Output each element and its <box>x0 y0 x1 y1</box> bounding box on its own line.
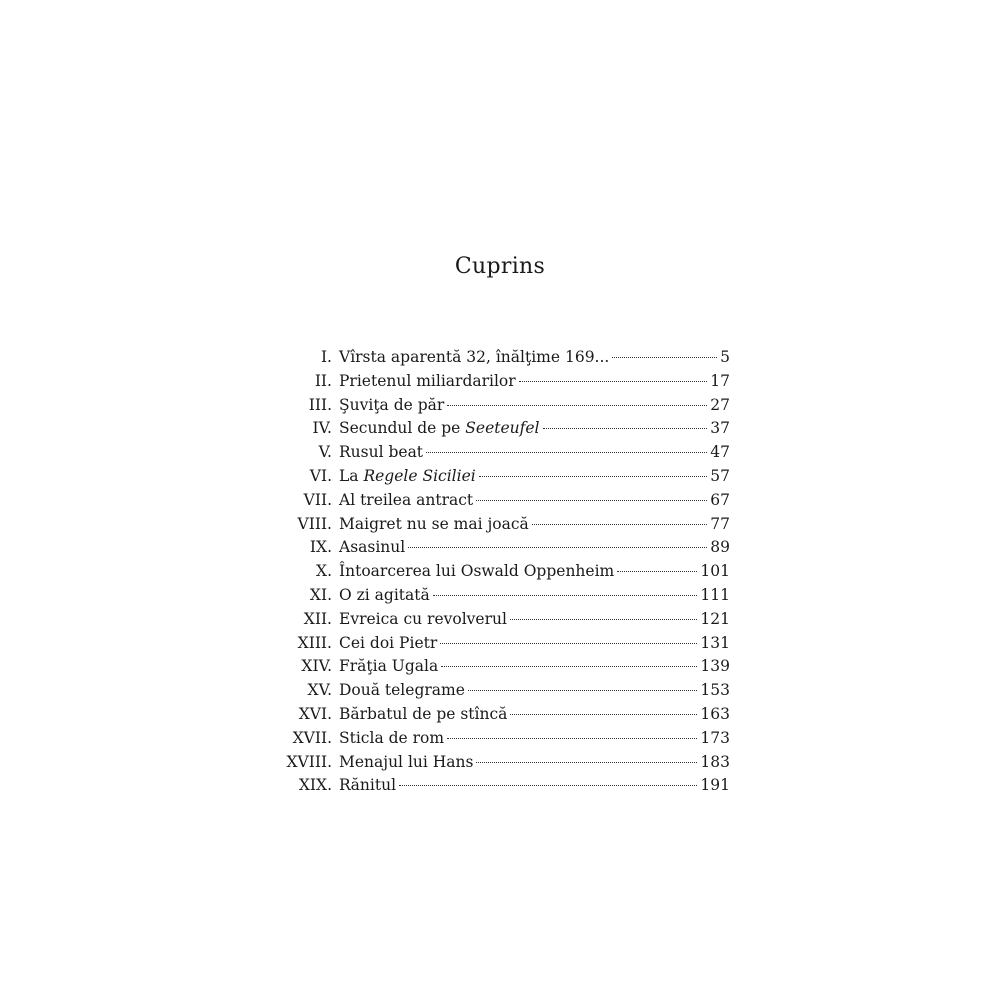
chapter-title: Maigret nu se mai joacă <box>339 514 529 533</box>
toc-entry <box>270 370 730 394</box>
dot-leader <box>399 785 697 786</box>
toc-entry <box>270 513 730 537</box>
chapter-number: XII. <box>303 609 332 628</box>
toc-entry <box>270 703 730 727</box>
page-number: 37 <box>710 419 730 438</box>
dot-leader <box>433 595 698 596</box>
dot-leader <box>408 547 707 548</box>
chapter-number: V. <box>318 443 332 462</box>
chapter-title: O zi agitată <box>339 585 430 604</box>
chapter-title <box>339 465 476 489</box>
dot-leader <box>476 500 707 501</box>
chapter-title: Bărbatul de pe stîncă <box>339 704 508 723</box>
toc-entry <box>270 751 730 775</box>
dot-leader <box>617 571 697 572</box>
toc-entry <box>270 679 730 703</box>
page-number: 131 <box>700 633 730 652</box>
chapter-title-italic: Regele Siciliei <box>363 466 476 485</box>
page-number: 191 <box>700 776 730 795</box>
page-number: 47 <box>710 443 730 462</box>
table-of-contents <box>270 346 730 798</box>
dot-leader <box>440 643 697 644</box>
chapter-title: Evreica cu revolverul <box>339 609 507 628</box>
toc-entry <box>270 774 730 798</box>
chapter-title: Vîrsta aparentă 32, înălţime 169... <box>339 348 610 366</box>
chapter-title: Asasinul <box>339 538 406 557</box>
page-number: 173 <box>700 728 730 747</box>
dot-leader <box>532 524 707 525</box>
page-number: 153 <box>700 681 730 700</box>
page-number: 27 <box>710 395 730 414</box>
chapter-number: XIV. <box>301 657 332 676</box>
dot-leader <box>468 690 698 691</box>
page-number: 89 <box>710 538 730 557</box>
chapter-number: XV. <box>307 681 332 700</box>
chapter-title: Menajul lui Hans <box>339 752 474 771</box>
toc-entry <box>270 441 730 465</box>
page-number: 183 <box>700 752 730 771</box>
chapter-title: Întoarcerea lui Oswald Oppenheim <box>339 562 615 581</box>
chapter-number: XVI. <box>298 704 332 723</box>
toc-entry <box>270 655 730 679</box>
dot-leader <box>479 476 708 477</box>
chapter-title <box>339 417 540 441</box>
page-number: 163 <box>700 704 730 723</box>
chapter-number: III. <box>308 395 332 414</box>
chapter-number: VIII. <box>297 514 332 533</box>
chapter-number: XIX. <box>298 776 332 795</box>
toc-entry <box>270 417 730 441</box>
chapter-title: Sticla de rom <box>339 728 445 747</box>
chapter-number: X. <box>316 562 332 581</box>
page-number: 111 <box>700 585 730 604</box>
page-number: 57 <box>710 466 730 485</box>
chapter-number: XIII. <box>297 633 332 652</box>
chapter-title: Al treilea antract <box>339 490 474 509</box>
page-number: 17 <box>710 371 730 390</box>
toc-entry <box>270 536 730 560</box>
chapter-title: Frăţia Ugala <box>339 657 439 676</box>
chapter-title: Două telegrame <box>339 681 465 700</box>
page-number: 139 <box>700 657 730 676</box>
page-number: 121 <box>700 609 730 628</box>
chapter-title-prefix: Secundul de pe <box>339 419 466 438</box>
chapter-number: I. <box>320 348 332 366</box>
chapter-number: IV. <box>312 419 332 438</box>
dot-leader <box>519 381 708 382</box>
dot-leader <box>612 357 717 358</box>
dot-leader <box>447 405 707 406</box>
page-title: Cuprins <box>454 254 546 279</box>
toc-entry <box>270 584 730 608</box>
dot-leader <box>476 762 697 763</box>
toc-entry <box>270 346 730 370</box>
chapter-number: II. <box>314 371 332 390</box>
chapter-title: Rusul beat <box>339 443 424 462</box>
toc-entry <box>270 608 730 632</box>
toc-entry <box>270 560 730 584</box>
chapter-number: XVIII. <box>286 752 332 771</box>
chapter-number: VII. <box>303 490 332 509</box>
dot-leader <box>441 666 697 667</box>
toc-entry <box>270 489 730 513</box>
page-number: 101 <box>700 562 730 581</box>
dot-leader <box>447 738 697 739</box>
toc-entry <box>270 632 730 656</box>
dot-leader <box>543 428 708 429</box>
dot-leader <box>510 619 697 620</box>
chapter-title: Rănitul <box>339 776 397 795</box>
toc-entry <box>270 394 730 418</box>
dot-leader <box>426 452 707 453</box>
dot-leader <box>510 714 697 715</box>
chapter-title: Cei doi Pietr <box>339 633 438 652</box>
chapter-number: VI. <box>309 466 332 485</box>
toc-entry <box>270 727 730 751</box>
page-number: 67 <box>710 490 730 509</box>
chapter-title-prefix: La <box>339 466 364 485</box>
page-number: 77 <box>710 514 730 533</box>
chapter-title-italic: Seeteufel <box>465 419 540 438</box>
chapter-number: XVII. <box>292 728 332 747</box>
chapter-title: Prietenul miliardarilor <box>339 371 516 390</box>
page-number: 5 <box>720 348 730 366</box>
chapter-number: XI. <box>309 585 332 604</box>
chapter-number: IX. <box>309 538 332 557</box>
chapter-title: Şuviţa de păr <box>339 395 445 414</box>
toc-entry <box>270 465 730 489</box>
